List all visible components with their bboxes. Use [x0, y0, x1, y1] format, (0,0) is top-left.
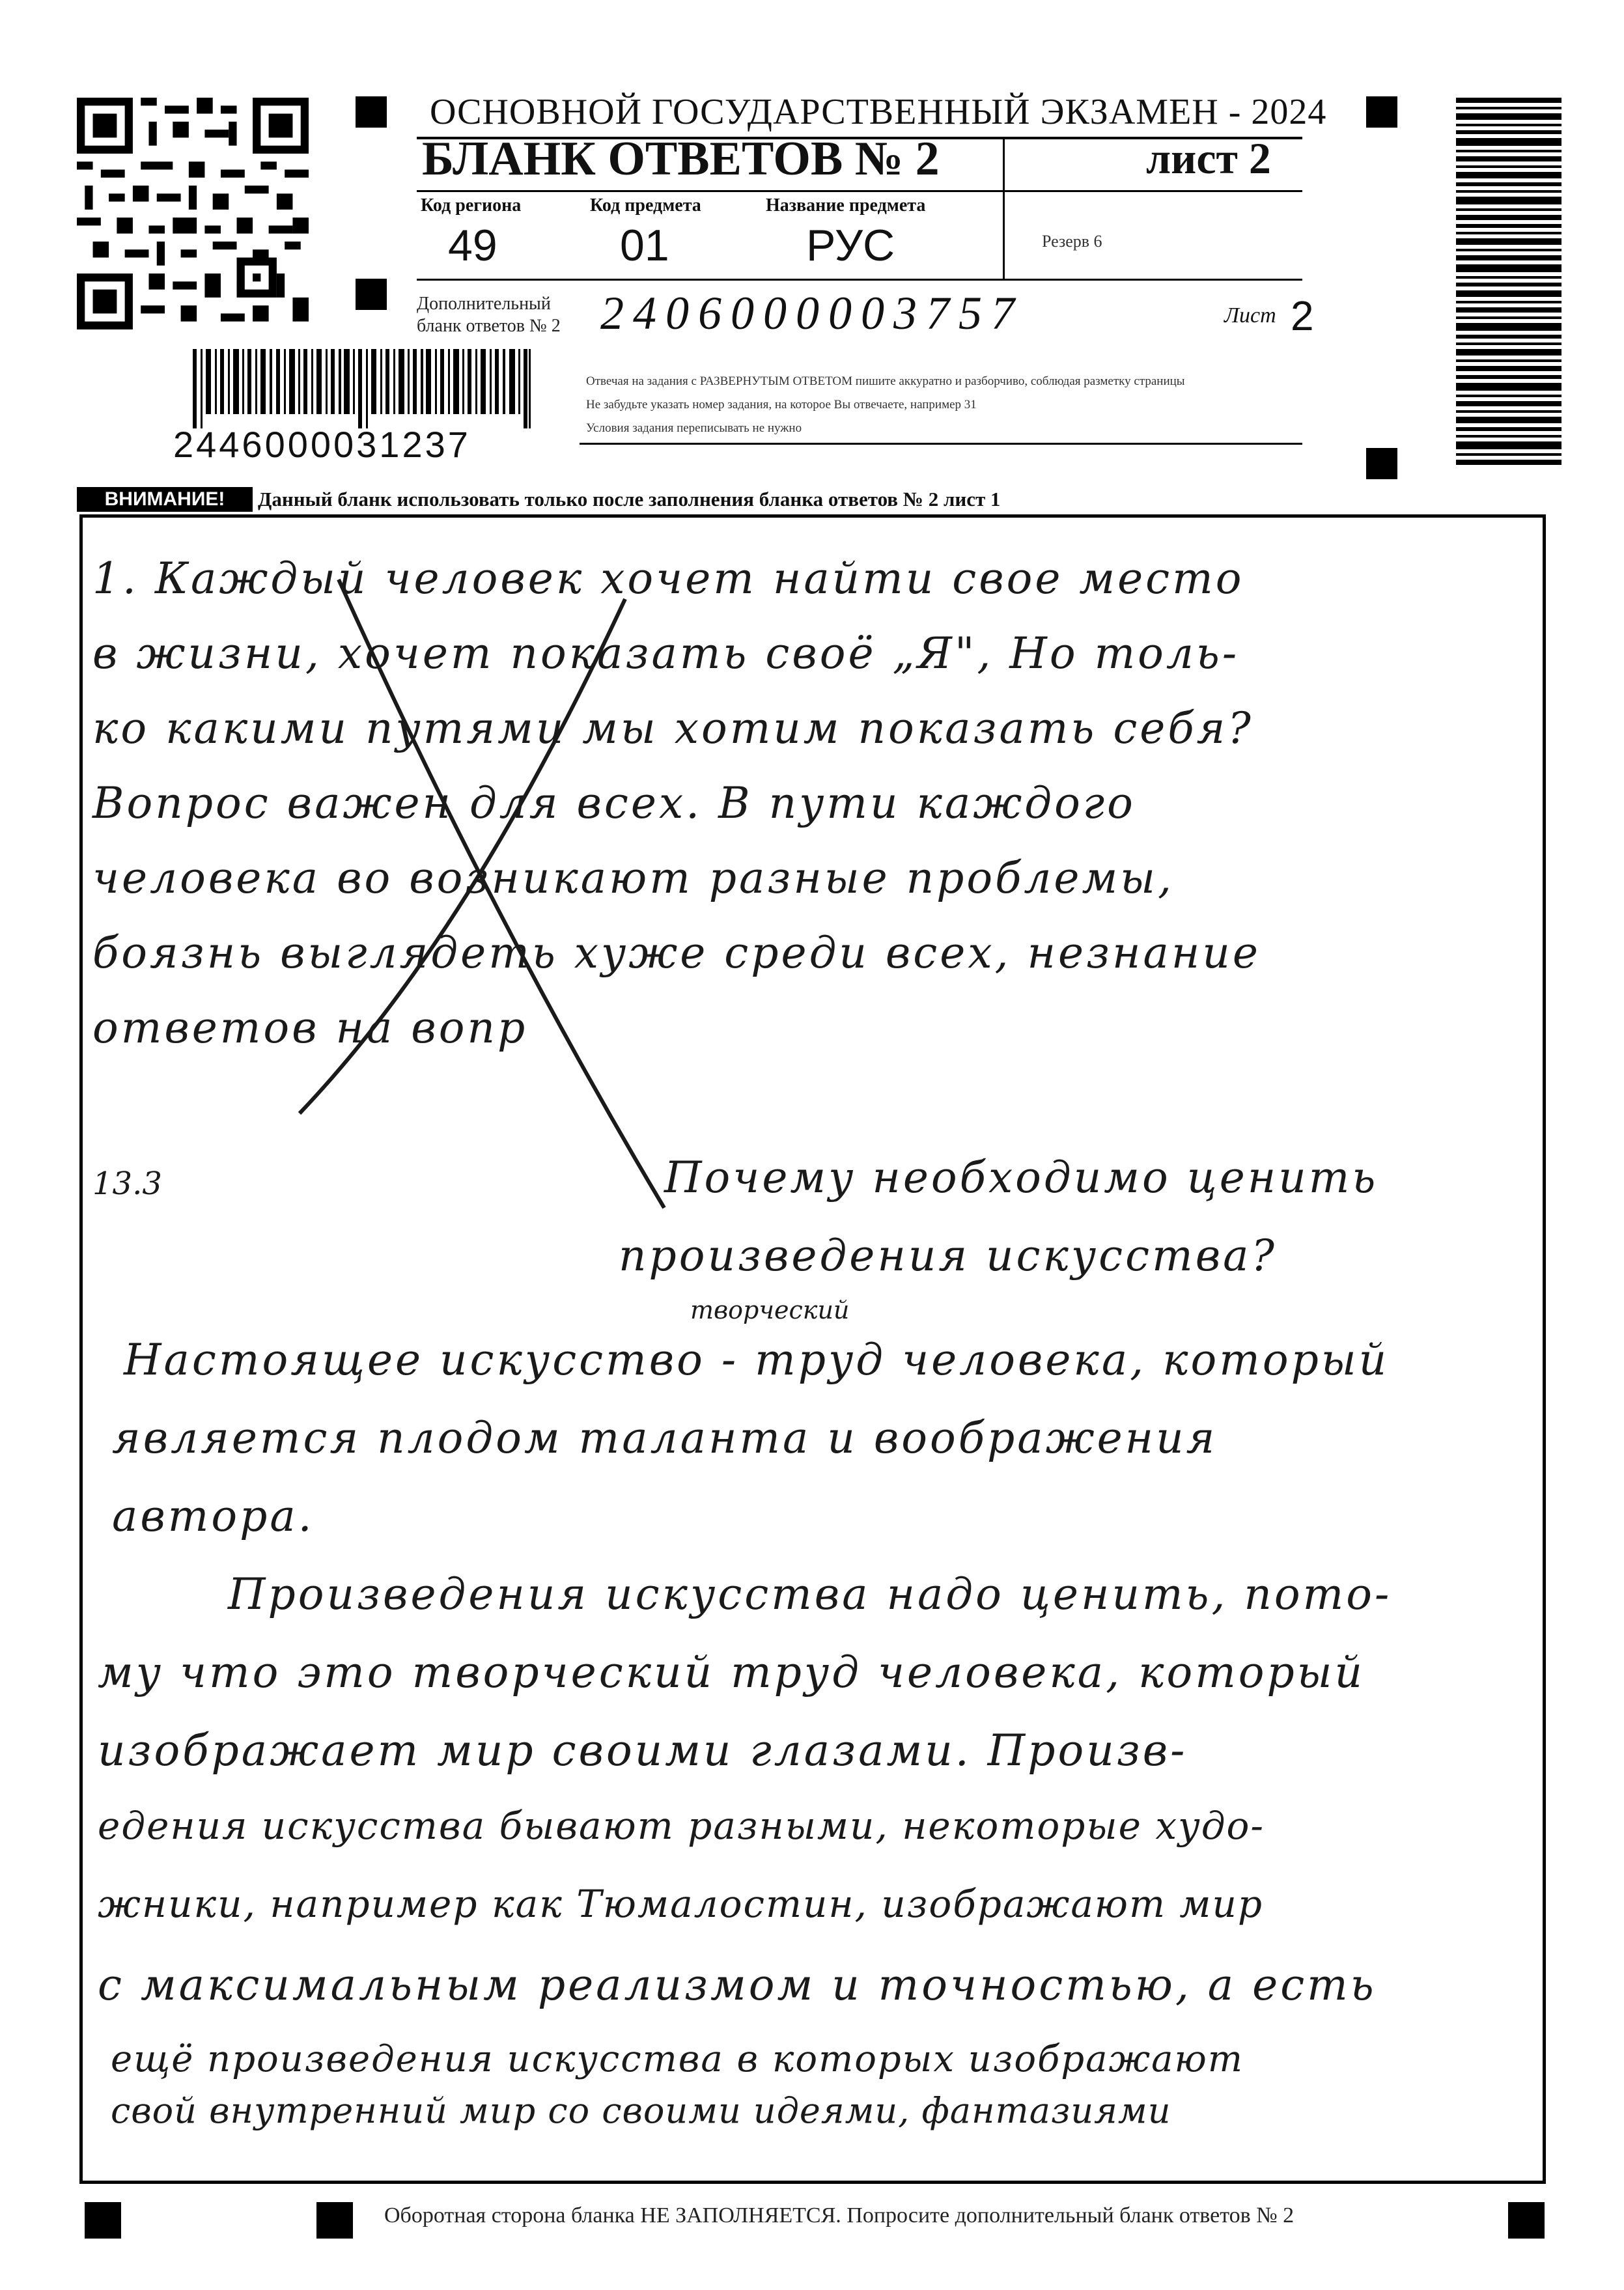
- crossed-line: ко какими путями мы хотим показать себя?: [92, 703, 1253, 753]
- alignment-marker-top-right: [1366, 96, 1397, 128]
- crossed-line: в жизни, хочет показать своё „Я", Но толь-: [92, 628, 1240, 678]
- body-line: му что это творческий труд человека, который: [98, 1647, 1365, 1697]
- body-line: с максимальным реализмом и точностью, а есть: [98, 1960, 1377, 2010]
- extra-sheet-label-line2: бланк ответов № 2: [417, 316, 561, 336]
- alignment-marker-top-left: [356, 96, 387, 128]
- subject-name-value: РУС: [806, 221, 895, 270]
- body-line: жники, например как Тюмалостин, изображают мир: [98, 1882, 1264, 1926]
- body-line: Произведения искусства надо ценить, пото-: [228, 1569, 1392, 1619]
- alignment-marker-bottom-mid: [316, 2202, 353, 2239]
- sheet-divider: [1003, 138, 1005, 280]
- qr-code: [77, 98, 309, 329]
- reserve-text: Резерв 6: [1042, 232, 1102, 251]
- attention-badge: ВНИМАНИЕ!: [77, 487, 253, 512]
- strike-cross: [260, 573, 677, 1211]
- task-number: 13.3: [92, 1166, 162, 1202]
- crossed-line: 1. Каждый человек хочет найти свое место: [92, 553, 1244, 604]
- region-label: Код региона: [421, 195, 522, 216]
- instructions-rule: [580, 443, 1302, 445]
- crossed-line: ответов на вопр: [92, 1003, 528, 1053]
- footer-note: Оборотная сторона бланка НЕ ЗАПОЛНЯЕТСЯ. Попросите дополнительный бланк ответов № 2: [384, 2203, 1295, 2227]
- alignment-marker-bottom-left: [85, 2202, 121, 2239]
- sheet-title: лист 2: [1146, 133, 1271, 183]
- region-value: 49: [448, 221, 497, 270]
- instruction-line: Условия задания переписывать не нужно: [586, 421, 802, 435]
- body-line: является плодом таланта и воображения: [112, 1413, 1218, 1463]
- subject-name-label: Название предмета: [766, 195, 926, 216]
- body-line: изображает мир своими глазами. Произв-: [98, 1725, 1188, 1776]
- form-title: БЛАНК ОТВЕТОВ № 2: [422, 132, 940, 186]
- attention-text: Данный бланк использовать только после заполнения бланка ответов № 2 лист 1: [258, 488, 1001, 510]
- essay-title-line: Почему необходимо ценить: [664, 1152, 1379, 1203]
- alignment-marker-right: [1366, 448, 1397, 479]
- crossed-line: боязнь выглядеть хуже среди всех, незнание: [92, 928, 1261, 978]
- alignment-marker-bottom-right: [1508, 2202, 1545, 2239]
- crossed-line: человека во возникают разные проблемы,: [92, 853, 1174, 903]
- barcode-number: 2446000031237: [173, 424, 471, 465]
- inserted-word: творческий: [690, 1296, 850, 1324]
- vertical-barcode: [1456, 98, 1561, 469]
- subject-code-label: Код предмета: [590, 195, 701, 216]
- body-line: ещё произведения искусства в которых изображают: [111, 2038, 1244, 2080]
- subject-code-value: 01: [620, 221, 669, 270]
- instruction-line: Отвечая на задания с РАЗВЕРНУТЫМ ОТВЕТОМ пишите аккуратно и разборчиво, соблюдая разметку страницы: [586, 374, 1185, 388]
- extra-sheet-label: [417, 293, 561, 337]
- list-label: Лист: [1224, 303, 1276, 328]
- header-rule: [417, 190, 1302, 192]
- list-number: 2: [1291, 292, 1314, 339]
- body-line: Настоящее искусство - труд человека, который: [124, 1335, 1390, 1385]
- horizontal-barcode: [193, 349, 531, 428]
- instructions: [586, 370, 1185, 440]
- crossed-line: Вопрос важен для всех. В пути каждого: [92, 778, 1136, 828]
- body-line: свой внутренний мир со своими идеями, фантазиями: [111, 2090, 1171, 2131]
- body-line: едения искусства бывают разными, некоторые худо-: [98, 1804, 1265, 1848]
- body-line: автора.: [112, 1491, 315, 1541]
- essay-title-line: произведения искусства?: [619, 1231, 1277, 1281]
- instruction-line: Не забудьте указать номер задания, на которое Вы отвечаете, например 31: [586, 398, 977, 412]
- extra-sheet-label-line1: Дополнительный: [417, 294, 551, 314]
- exam-title: ОСНОВНОЙ ГОСУДАРСТВЕННЫЙ ЭКЗАМЕН - 2024: [430, 92, 1327, 132]
- extra-rule: [1003, 279, 1302, 281]
- extra-sheet-number: 2406000003757: [600, 287, 1024, 339]
- alignment-marker-mid-left: [356, 279, 387, 310]
- codes-rule: [417, 279, 1003, 281]
